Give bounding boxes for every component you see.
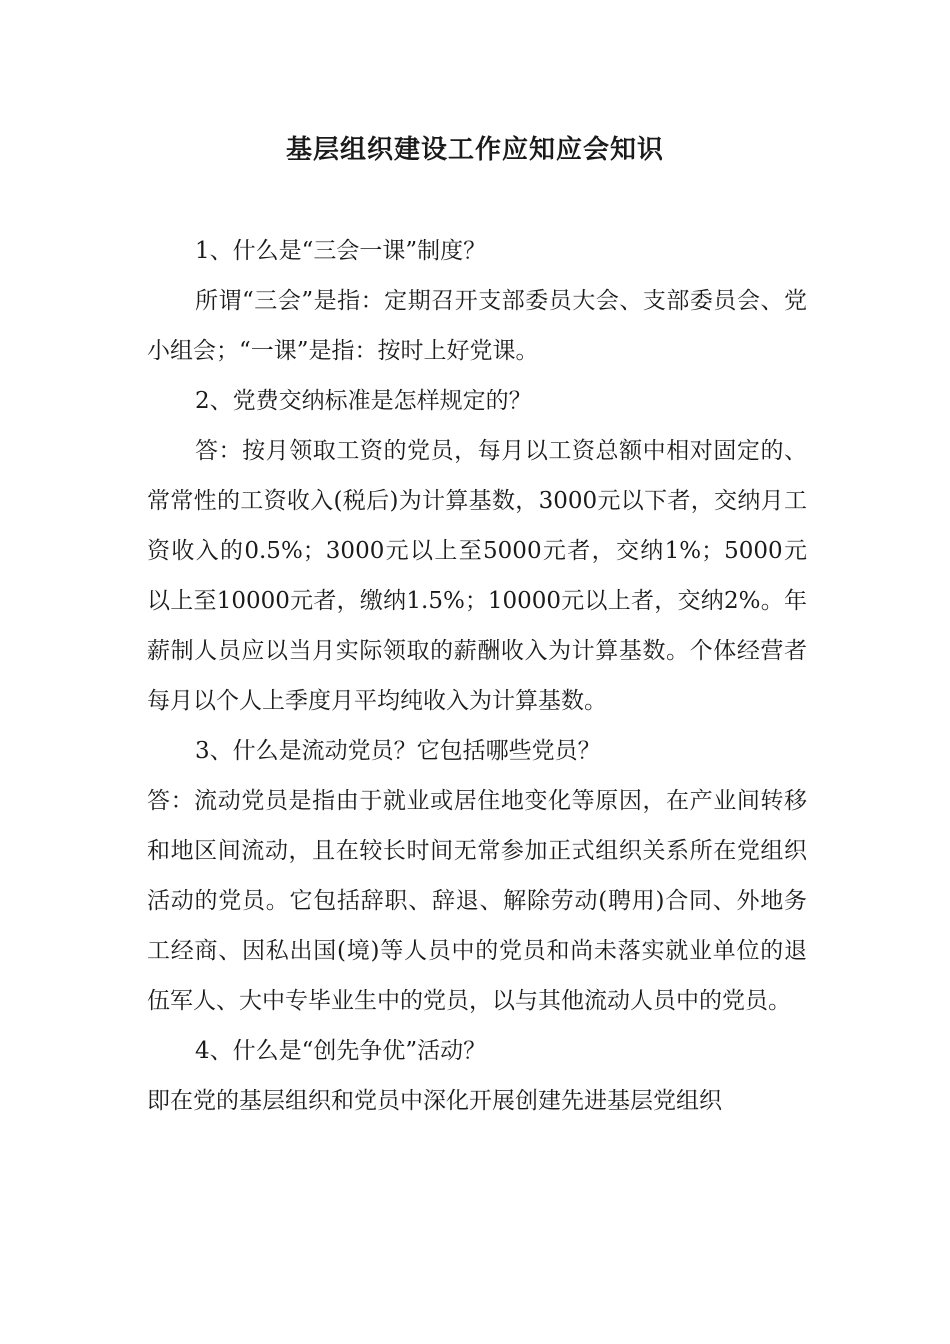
document-title: 基层组织建设工作应知应会知识 [285, 135, 664, 165]
question-3: 3、什么是流动党员？它包括哪些党员？ [195, 738, 601, 764]
question-2: 2、党费交纳标准是怎样规定的？ [195, 388, 532, 414]
answer-4: 即在党的基层组织和党员中深化开展创建先进基层党组织 [147, 1088, 722, 1114]
document-body [147, 226, 807, 1126]
answer-2: 答：按月领取工资的党员，每月以工资总额中相对固定的、常常性的工资收入(税后)为计算基数，3000元以下者，交纳月工资收入的0.5%；3000元以上至5000元者，交纳1%；5000元以上至10000元者，缴纳1.5%；10000元以上者，交纳2%。年薪制人员应以当月实际领取的薪酬收入为计算基数。个体经营者每月以个人上季度月平均纯收入为计算基数。 [147, 438, 807, 714]
question-1: 1、什么是“三会一课”制度？ [195, 238, 487, 264]
answer-3: 答：流动党员是指由于就业或居住地变化等原因，在产业间转移和地区间流动，且在较长时间无常参加正式组织关系所在党组织活动的党员。它包括辞职、辞退、解除劳动(聘用)合同、外地务工经商、因私出国(境)等人员中的党员和尚未落实就业单位的退伍军人、大中专毕业生中的党员，以与其他流动人员中的党员。 [147, 788, 807, 1014]
answer-1: 所谓“三会”是指：定期召开支部委员大会、支部委员会、党小组会；“一课”是指：按时上好党课。 [147, 288, 807, 364]
question-4: 4、什么是“创先争优”活动？ [195, 1038, 487, 1064]
